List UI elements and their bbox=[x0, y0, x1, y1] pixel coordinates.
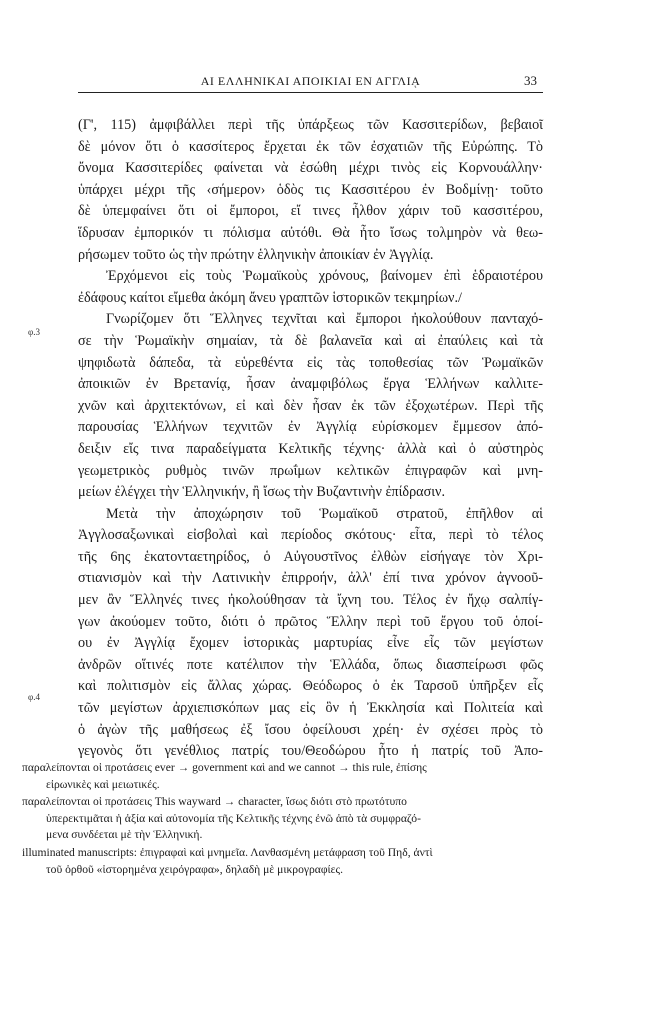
page-number: 33 bbox=[524, 73, 537, 88]
body-text bbox=[78, 115, 543, 763]
text-line: χνῶν καὶ ἀρχιτεκτόνων, εἰ καὶ δὲν ἦσαν ἐκ τῶν ἐξοχωτέρων. Περὶ τῆς bbox=[78, 397, 543, 414]
margin-note: φ.3 bbox=[28, 327, 40, 337]
footnote-line: τοῦ ὀρθοῦ «ἱστορημένα χειρόγραφα», δηλαδὴ μὲ μικρογραφίες. bbox=[46, 862, 344, 876]
text-line: σε τὴν Ῥωμαϊκὴν σημαίαν, τὰ δὲ βαλανεῖα καὶ αἱ ἐπαύλεις καὶ τὰ bbox=[78, 332, 543, 349]
text-line: ου ἐν Ἀγγλίᾳ ἔχομεν ἱστορικὰς μαρτυρίας εἶνε εἷς τῶν μεγίστων bbox=[78, 635, 543, 652]
text-line: γων ἀκούομεν τοῦτο, διότι ὁ πρῶτος Ἕλλην περὶ τοῦ ἔργου τοῦ ὁποί- bbox=[78, 613, 543, 630]
text-line: Μετὰ τὴν ἀποχώρησιν τοῦ Ῥωμαϊκοῦ στρατοῦ, ἐπῆλθον αἱ bbox=[106, 505, 543, 522]
text-line: (Γ', 115) ἀμφιβάλλει περὶ τῆς ὑπάρξεως τῶν Κασσιτερίδων, βεβαιοῖ bbox=[78, 117, 543, 133]
text-line: στιανισμὸν καὶ τὴν Λατινικὴν ἐπιρροήν, ἀλλ' ἐπί τινα χρόνον ἀγνοοῦ- bbox=[78, 570, 543, 587]
text-line: ὑπάρχει μέχρι τῆς ‹σήμερον› ὁδὸς τις Κασσιτέρου ἐν Βοδμίνῃ· τοῦτο bbox=[78, 181, 543, 198]
text-line: μεν ἂν Ἕλληνές τινες ἠκολούθησαν τὰ ἴχνη του. Τέλος ἐν ἤχῳ σαλπίγ- bbox=[78, 592, 543, 609]
text-line: τῶν μεγίστων ἀρχιεπισκόπων μας εἰς ὃν ἡ Ἐκκλησία καὶ Πολιτεία καὶ bbox=[78, 700, 543, 717]
text-line: Ἐρχόμενοι εἰς τοὺς Ῥωμαϊκοὺς χρόνους, βαίνομεν ἐπὶ ἑδραιοτέρου bbox=[106, 268, 543, 285]
footnote-line: παραλείπονται οἱ προτάσεις This wayward → character, ἴσως διότι στὸ πρωτότυπο bbox=[22, 795, 407, 809]
text-line: ἀποικιῶν ἐν Βρετανίᾳ, ἦσαν ἀναμφιβόλως ἔργα Ἑλλήνων καλλιτε- bbox=[78, 376, 543, 393]
footnote-line: illuminated manuscripts: ἐπιγραφαὶ καὶ μνημεῖα. Λανθασμένη μετάφραση τοῦ Πηδ, ἀντὶ bbox=[22, 845, 433, 859]
footnotes bbox=[22, 760, 562, 879]
text-line: ὁ ἀγὼν τῆς μαθήσεως ἐξ ἴσου ὀφείλουσι χρέη· ἐν σχέσει πρὸς τὸ bbox=[78, 721, 543, 738]
text-line: μείων ἐλέγχει τὴν Ἑλληνικήν, ἢ ἴσως τὴν Βυζαντινὴν ἐπίδρασιν. bbox=[78, 484, 446, 501]
footnote bbox=[22, 794, 562, 844]
text-line: γεγονὸς ὅτι γενέθλιος πατρίς του/Θεοδώρου ἦτο ἡ πατρίς τοῦ Ἀπο- bbox=[78, 743, 543, 760]
text-line: Γνωρίζομεν ὅτι Ἕλληνες τεχνῖται καὶ ἔμποροι ἠκολούθουν πανταχό- bbox=[106, 311, 543, 328]
footnote-line: εἰρωνικὲς καὶ μειωτικές. bbox=[46, 777, 160, 791]
text-line: ἵδρυσαν ἐμπορικόν τι πόλισμα αὐτόθι. Θὰ ἦτο ἴσως τολμηρὸν νὰ θεω- bbox=[78, 224, 543, 241]
text-line: τῆς 6ης ἑκατονταετηρίδος, ὁ Αὐγουστῖνος ἐλθὼν εἰσήγαγε τὸν Χρι- bbox=[78, 548, 543, 565]
footnote bbox=[22, 845, 562, 878]
text-line: δὲ ὑπεμφαίνει ὅτι οἱ ἔμποροι, εἴ τινες ἦλθον χάριν τοῦ κασσιτέρου, bbox=[78, 203, 543, 220]
text-line: δειξιν εἴς τινα παραδείγματα Κελτικῆς τέχνης· ἀλλὰ καὶ ὁ αὐστηρὸς bbox=[78, 440, 543, 457]
text-line: ἐδάφους καίτοι εἴμεθα ἀκόμη ἄνευ γραπτῶν ἱστορικῶν τεκμηρίων./ bbox=[78, 289, 462, 306]
text-line: ἀνδρῶν οἵτινές ποτε κατέλιπον τὴν Ἑλλάδα, ὅπως διασπείρωσι φῶς bbox=[78, 656, 543, 673]
text-line: ρήσωμεν τοῦτο ὡς τὴν πρώτην ἑλληνικὴν ἀποικίαν ἐν Ἀγγλίᾳ. bbox=[78, 246, 434, 263]
text-line: παρουσίας Ἑλλήνων τεχνιτῶν ἐν Ἀγγλίᾳ εὑρίσκομεν ἔμμεσον ἀπό- bbox=[78, 419, 543, 436]
footnote-line: μενα συνδέεται μὲ τὴν Ἑλληνική. bbox=[46, 828, 203, 842]
footnote-line: ὑπερεκτιμᾶται ἡ ἀξία καὶ αὐτονομία τῆς Κελτικῆς τέχνης ἐνῶ ἀπὸ τὰ συμφραζό- bbox=[46, 811, 421, 825]
footnote-line: παραλείπονται οἱ προτάσεις ever → government καὶ and we cannot → this rule, ἐπίσης bbox=[22, 761, 427, 774]
text-line: ὄνομα Κασσιτερίδες φαίνεται νὰ ἐσώθη μέχρι τινὸς εἰς Κορνουάλλην· bbox=[78, 160, 543, 177]
text-line: καὶ πολιτισμὸν εἰς ἄλλας χώρας. Θεόδωρος ὁ ἐκ Ταρσοῦ ὑπῆρξεν εἷς bbox=[78, 678, 543, 695]
text-line: δὲ μόνον ὅτι ὁ κασσίτερος ἔρχεται ἐκ τῶν ἐσχατιῶν τῆς Εὐρώπης. Τὸ bbox=[78, 138, 543, 155]
running-header bbox=[78, 72, 543, 93]
text-line: ψηφιδωτὰ δάπεδα, τὰ εὑρεθέντα εἰς τὰς τοποθεσίας τῶν Ῥωμαϊκῶν bbox=[78, 354, 543, 371]
text-line: γεωμετρικὸς ρυθμὸς τινῶν πρωΐμων κελτικῶν ἐπιγραφῶν καὶ μνη- bbox=[78, 462, 543, 479]
text-line: Ἀγγλοσαξωνικαὶ εἰσβολαὶ καὶ περίοδος σκότους· εἶτα, περὶ τὸ τέλος bbox=[78, 527, 543, 544]
margin-note: φ.4 bbox=[28, 692, 40, 702]
footnote bbox=[22, 760, 562, 793]
running-title: ΑΙ ΕΛΛΗΝΙΚΑΙ ΑΠΟΙΚΙΑΙ ΕΝ ΑΓΓΛΙᾼ bbox=[200, 74, 421, 88]
